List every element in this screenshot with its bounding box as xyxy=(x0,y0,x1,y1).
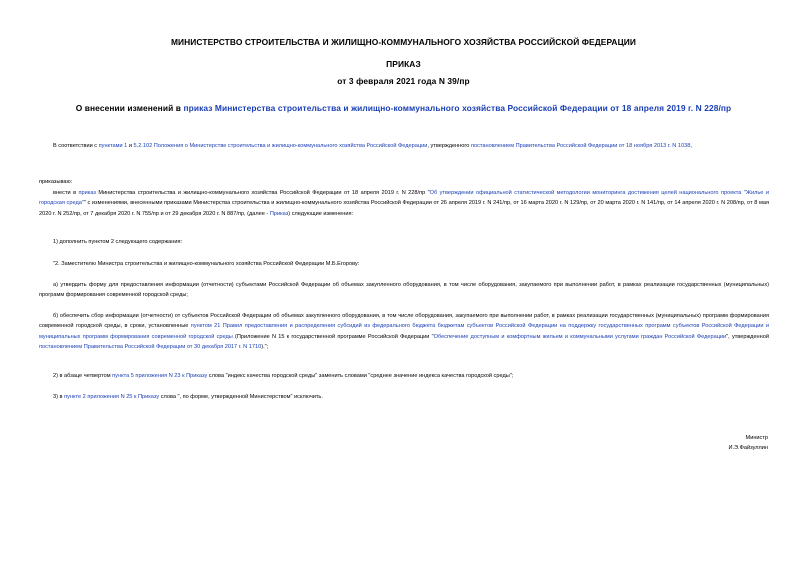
ministry-heading: МИНИСТЕРСТВО СТРОИТЕЛЬСТВА И ЖИЛИЩНО-КОММУНАЛЬНОГО ХОЗЯЙСТВА РОССИЙСКОЙ ФЕДЕРАЦИИ xyxy=(170,37,637,47)
text-span: (Приложение N 15 к государственной программе Российской Федерации " xyxy=(232,333,434,340)
date-number-heading: от 3 февраля 2021 года N 39/пр xyxy=(337,76,470,86)
link-appendix-23[interactable]: пункта 5 приложения N 23 к Приказу xyxy=(112,373,208,379)
text-span: , xyxy=(690,143,692,149)
text-span: и xyxy=(127,143,134,149)
paragraph-item-1: 1) дополнить пунктом 2 следующего содержания: xyxy=(53,239,183,245)
link-order[interactable]: приказ xyxy=(78,190,96,196)
link-point-5-2-102[interactable]: 5.2.102 xyxy=(133,143,153,149)
link-regulation[interactable]: Положения о Министерстве строительства и жилищно-коммунального хозяйства Российской Федерации xyxy=(153,143,428,149)
paragraph-basis xyxy=(39,141,769,151)
paragraph-item-2 xyxy=(39,371,769,381)
link-decree-1710[interactable]: постановлением Правительства Российской Федерации от 30 декабря 2017 г. N 1710 xyxy=(39,343,262,350)
paragraph-item-3 xyxy=(39,392,769,402)
link-government-decree[interactable]: постановлением Правительства Российской Федерации от 18 ноября 2013 г. N 1038 xyxy=(470,143,691,149)
text-span: )."; xyxy=(261,343,269,350)
paragraph-amendments xyxy=(39,188,769,219)
title-link[interactable]: приказ Министерства строительства и жилищно-коммунального хозяйства Российской Федерации от 18 апреля 2019 г. N 228/пр xyxy=(183,103,732,113)
text-span: Министерства строительства и жилищно-коммунального хозяйства Российской Федерации от 18 апреля 2019 г. N 228/пр " xyxy=(95,190,430,196)
paragraph-item-2-intro: "2. Заместителю Министра строительства и жилищно-коммунального хозяйства Российской Федерации М.Б.Егорову: xyxy=(53,261,360,267)
text-span: 3) в xyxy=(53,394,65,400)
signature-name: И.Э.Файзуллин xyxy=(728,445,768,451)
paragraph-subitem-b xyxy=(39,311,769,352)
text-span: внести в xyxy=(53,190,79,196)
link-appendix-25[interactable]: пункте 2 приложения N 25 к Приказу xyxy=(64,394,160,400)
signature-position: Министр xyxy=(745,435,768,441)
title-prefix: О внесении изменений в xyxy=(75,103,184,113)
link-methodology[interactable]: Об утверждении официальной статистической методологии мониторинга достижения целей национального проекта "Жилье и городская среда" xyxy=(39,190,769,207)
link-subsidy-rules[interactable]: пунктом 21 Правил предоставления и распределения субсидий из федерального бюджета бюджетам субъектов Российской Федерации на поддержку государственных программ субъектов Российской Федерации и муниципальных программ формирования современной городской среды xyxy=(39,323,769,340)
text-span: б) обеспечить сбор информации (отчетности) от субъектов Российской Федерации об объемах закупленного оборудования, в том числе оборудования, закупаемого при выполнении работ, в рамках реализации государственных (муниципальных) программ формирования современной городской среды, в сроки, установленные xyxy=(39,313,769,330)
text-span: , утвержденного xyxy=(427,143,471,149)
doc-type-heading: ПРИКАЗ xyxy=(386,59,421,69)
link-points-1[interactable]: пунктами 1 xyxy=(98,143,128,149)
text-span: 2) в абзаце четвертом xyxy=(53,373,113,379)
document-title xyxy=(0,103,807,113)
text-span: В соответствии с xyxy=(53,143,99,149)
paragraph-order-word: приказываю: xyxy=(39,179,73,185)
text-span: слова ", по форме, утвержденной Министерством" исключить. xyxy=(159,394,323,400)
text-span: ", утвержденной xyxy=(726,333,769,340)
link-state-program[interactable]: Обеспечение доступным и комфортным жильем и коммунальными услугами граждан Российской Федерации xyxy=(433,333,727,340)
text-span: ) следующие изменения: xyxy=(288,210,354,217)
paragraph-subitem-a: а) утвердить форму для предоставления информации (отчетности) субъектами Российской Федерации об объемах закупленного оборудования, в том числе оборудования, закупаемого при выполнении работ, в рамках реализации государственных (муниципальных) программ формирования современной городской среды; xyxy=(39,282,769,299)
link-order-short[interactable]: Приказ xyxy=(269,210,289,217)
text-span: " с изменениями, внесенными приказами Министерства строительства и жилищно-коммунального хозяйства Российской Федерации от 26 апреля 2019 г. N 241/пр, от 16 марта 2020 г. N 129/пр, от 20 марта 2020 г. N 141/пр, от 14 апреля 2020 г. N 208/пр, от 8 мая 2020 г. N 252/пр, от 7 декабря 2020 г. N 755/пр и от 29 декабря 2020 г. N 887/пр, (далее - xyxy=(39,200,770,217)
text-span: слова "индекс качества городской среды" заменить словами "среднее значение индекса качества городской среды"; xyxy=(207,373,514,379)
